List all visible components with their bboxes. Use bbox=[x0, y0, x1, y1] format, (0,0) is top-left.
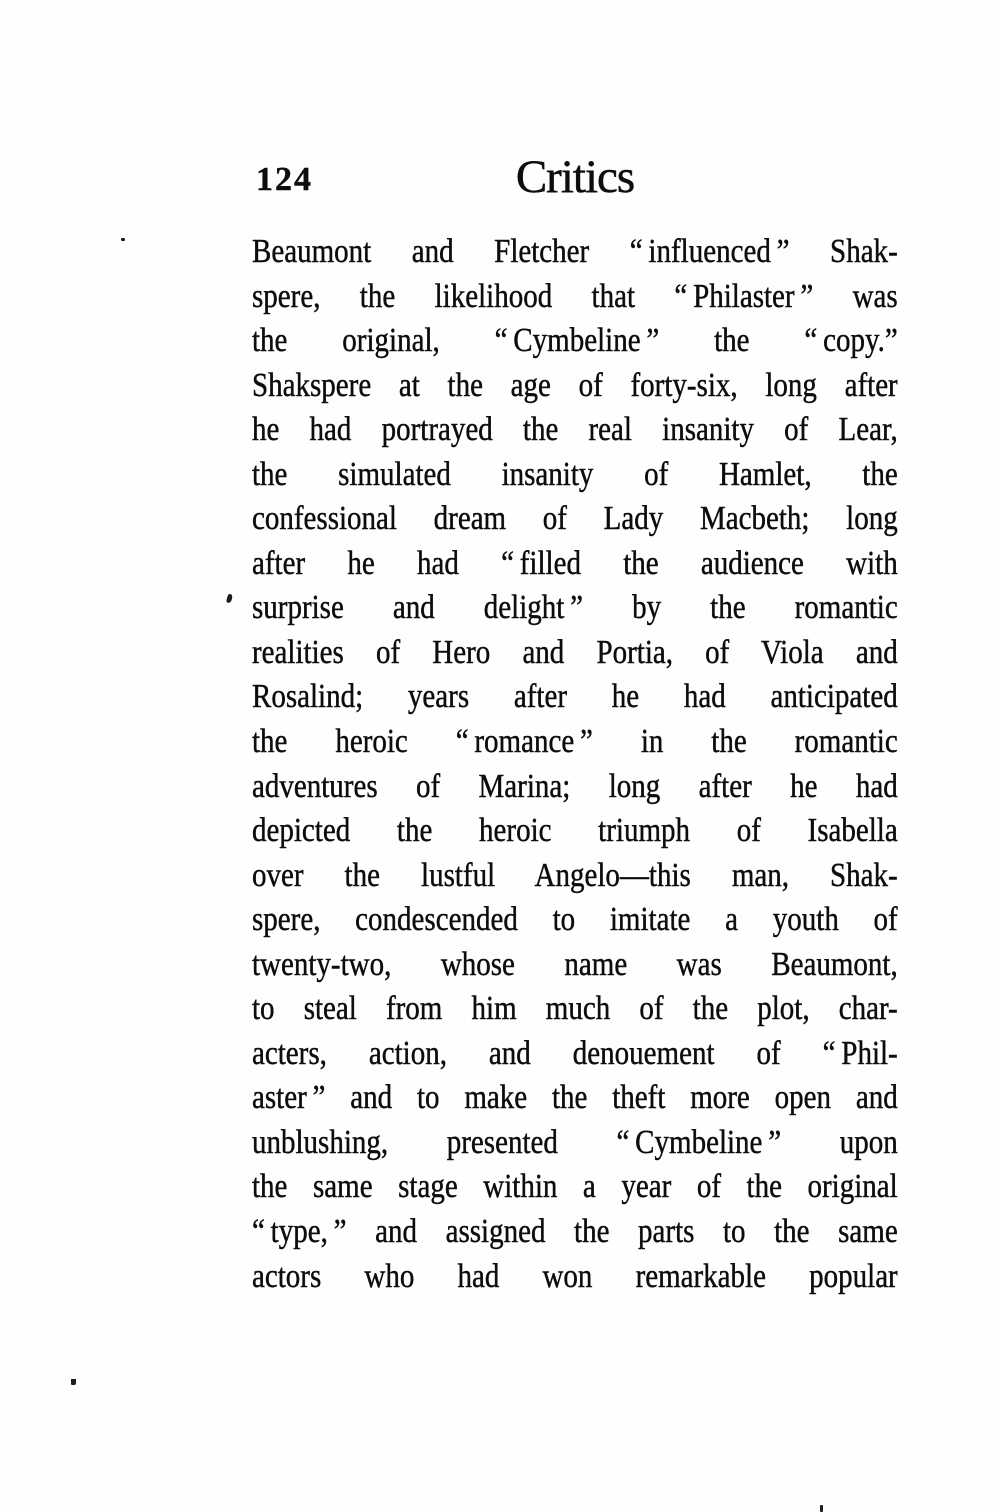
scan-speck bbox=[820, 1505, 823, 1512]
text-line: he had portrayed the real insanity of Lear, bbox=[252, 411, 898, 449]
text-line: to steal from him much of the plot, char- bbox=[252, 990, 898, 1028]
running-head-container bbox=[252, 150, 898, 204]
text-line: confessional dream of Lady Macbeth; long bbox=[252, 500, 898, 538]
text-line: Beaumont and Fletcher “ influenced ” Shak- bbox=[252, 233, 898, 270]
text-line: the original, “ Cymbeline ” the “ copy.” bbox=[252, 322, 898, 360]
text-line: Shakspere at the age of forty-six, long after bbox=[252, 366, 898, 404]
body-text bbox=[252, 230, 898, 1299]
text-line: over the lustful Angelo—this man, Shak- bbox=[252, 856, 898, 894]
text-line: acters, action, and denouement of “ Phil- bbox=[252, 1034, 898, 1072]
text-line: actors who had won remarkable popular bbox=[252, 1257, 898, 1295]
page-number: 124 bbox=[256, 161, 313, 198]
text-line: surprise and delight ” by the romantic bbox=[252, 589, 898, 627]
text-line: Rosalind; years after he had anticipated bbox=[252, 678, 898, 716]
scan-speck bbox=[121, 238, 125, 241]
text-line: aster ” and to make the theft more open and bbox=[252, 1079, 898, 1117]
text-line: spere, condescended to imitate a youth of bbox=[252, 901, 898, 939]
text-line: unblushing, presented “ Cymbeline ” upon bbox=[252, 1123, 898, 1161]
scan-speck bbox=[71, 1379, 76, 1385]
scan-speck bbox=[226, 593, 233, 603]
text-line: the simulated insanity of Hamlet, the bbox=[252, 455, 898, 493]
text-line: twenty-two, whose name was Beaumont, bbox=[252, 945, 898, 983]
text-line: depicted the heroic triumph of Isabella bbox=[252, 812, 898, 850]
text-line: the same stage within a year of the original bbox=[252, 1168, 898, 1206]
text-line: realities of Hero and Portia, of Viola and bbox=[252, 633, 898, 671]
text-line: spere, the likelihood that “ Philaster ” was bbox=[252, 277, 898, 315]
running-head: Critics bbox=[515, 151, 635, 203]
text-line: the heroic “ romance ” in the romantic bbox=[252, 723, 898, 761]
text-line: “ type, ” and assigned the parts to the same bbox=[252, 1213, 898, 1251]
text-line: adventures of Marina; long after he had bbox=[252, 767, 898, 805]
text-line: after he had “ filled the audience with bbox=[252, 544, 898, 582]
